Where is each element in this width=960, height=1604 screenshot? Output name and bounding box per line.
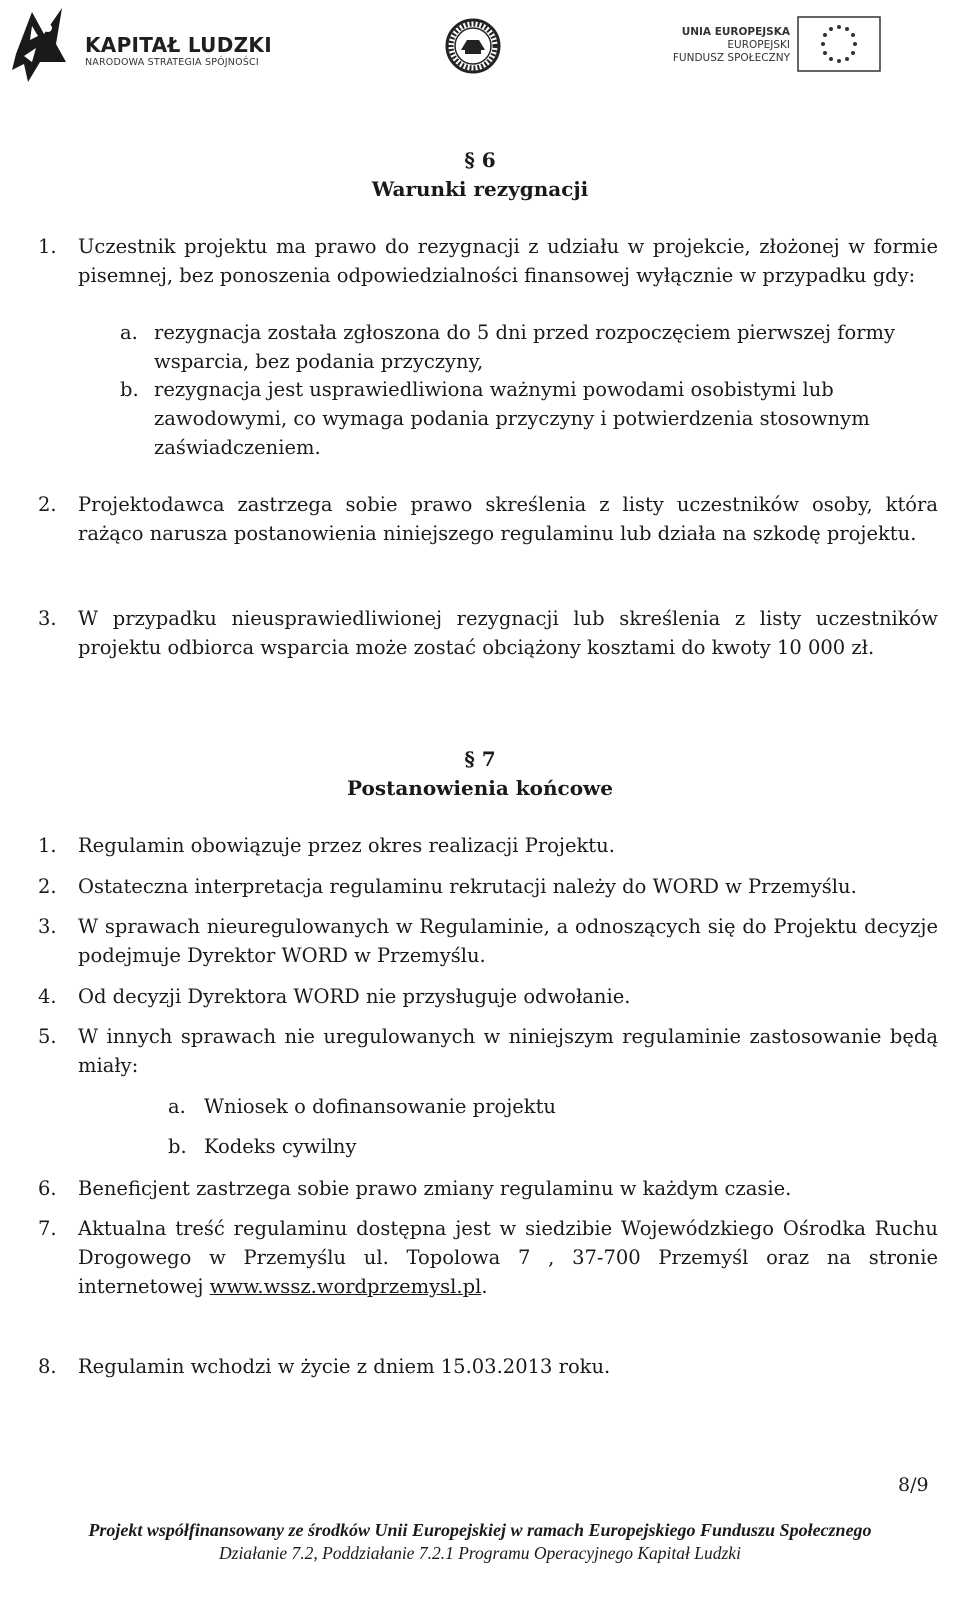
section7-item-2 — [38, 872, 938, 901]
section6-symbol: § 6 — [464, 148, 496, 172]
item-number: 5. — [38, 1025, 57, 1048]
section6-title: Warunki rezygnacji — [371, 177, 589, 201]
section7-subitem-b — [168, 1132, 768, 1161]
subitem-letter: a. — [120, 321, 138, 344]
section7-item-1 — [38, 831, 938, 860]
kapital-ludzki-subtitle: NARODOWA STRATEGIA SPÓJNOŚCI — [85, 57, 259, 68]
eu-line1: UNIA EUROPEJSKA — [681, 26, 790, 38]
item-text: Regulamin wchodzi w życie z dniem 15.03.2013 roku. — [78, 1355, 611, 1378]
item-text-before-link: Aktualna treść regulaminu dostępna jest w siedzibie Wojewódzkiego Ośrodka Ruchu Drogowego w Przemyślu ul. Topolowa 7 , 37-700 Przemyśl oraz na stronie internetowej — [78, 1217, 938, 1298]
eu-flag-icon — [797, 16, 881, 72]
subitem-letter: b. — [120, 378, 139, 401]
item-number: 7. — [38, 1217, 57, 1240]
item-number: 6. — [38, 1177, 57, 1200]
item-text: Ostateczna interpretacja regulaminu rekrutacji należy do WORD w Przemyślu. — [78, 875, 857, 898]
section7-symbol: § 7 — [464, 747, 496, 771]
section6-item-3 — [38, 604, 938, 662]
section6-subitem-a — [120, 318, 940, 376]
item-text: Projektodawca zastrzega sobie prawo skreślenia z listy uczestników osoby, która rażąco narusza postanowienia niniejszego regulaminu lub działa na szkodę projektu. — [78, 493, 938, 545]
section7-item-7 — [38, 1214, 938, 1301]
section7-item-8 — [38, 1352, 938, 1381]
eu-text-block — [640, 26, 790, 65]
item-text-after-link: . — [481, 1275, 488, 1298]
subitem-letter: a. — [168, 1095, 186, 1118]
item-number: 2. — [38, 493, 57, 516]
kapital-ludzki-logo-icon — [10, 4, 70, 86]
item-text: Regulamin obowiązuje przez okres realizacji Projektu. — [78, 834, 615, 857]
section6-item-1 — [38, 232, 938, 290]
page-number: 8/9 — [898, 1474, 929, 1496]
section7-item-6 — [38, 1174, 938, 1203]
subitem-letter: b. — [168, 1135, 187, 1158]
section7-item-5 — [38, 1022, 938, 1080]
word-seal-icon — [445, 18, 501, 74]
item-number: 1. — [38, 834, 57, 857]
section7-item-4 — [38, 982, 938, 1011]
item-text — [78, 1214, 938, 1301]
item-text: Od decyzji Dyrektora WORD nie przysługuje odwołanie. — [78, 985, 631, 1008]
item-text: Beneficjent zastrzega sobie prawo zmiany regulaminu w każdym czasie. — [78, 1177, 792, 1200]
footer-line1: Projekt współfinansowany ze środków Unii Europejskiej w ramach Europejskiego Funduszu Społecznego — [88, 1520, 872, 1540]
item-number: 3. — [38, 915, 57, 938]
item-number: 1. — [38, 235, 57, 258]
page-header — [0, 0, 960, 95]
section7-title: Postanowienia końcowe — [347, 776, 613, 800]
eu-line2: EUROPEJSKI — [727, 39, 790, 51]
subitem-text: rezygnacja została zgłoszona do 5 dni przed rozpoczęciem pierwszej formy wsparcia, bez podania przyczyny, — [154, 321, 896, 373]
page-footer — [0, 1518, 960, 1564]
subitem-text: Kodeks cywilny — [204, 1135, 357, 1158]
section6-subitem-b — [120, 375, 940, 462]
item-text: W sprawach nieuregulowanych w Regulaminie, a odnoszących się do Projektu decyzje podejmuje Dyrektor WORD w Przemyślu. — [78, 915, 938, 967]
website-link[interactable]: www.wssz.wordprzemysl.pl — [209, 1275, 482, 1298]
section6-item-2 — [38, 490, 938, 548]
item-text: Uczestnik projektu ma prawo do rezygnacji z udziału w projekcie, złożonej w formie pisemnej, bez ponoszenia odpowiedzialności finansowej wyłącznie w przypadku gdy: — [78, 235, 938, 287]
kapital-ludzki-title: KAPITAŁ LUDZKI — [85, 33, 272, 57]
subitem-text: Wniosek o dofinansowanie projektu — [204, 1095, 556, 1118]
footer-line2: Działanie 7.2, Poddziałanie 7.2.1 Programu Operacyjnego Kapitał Ludzki — [219, 1543, 741, 1563]
item-text: W innych sprawach nie uregulowanych w niniejszym regulaminie zastosowanie będą miały: — [78, 1025, 938, 1077]
section7-item-3 — [38, 912, 938, 970]
item-number: 2. — [38, 875, 57, 898]
section7-subitem-a — [168, 1092, 768, 1121]
subitem-text: rezygnacja jest usprawiedliwiona ważnymi powodami osobistymi lub zawodowymi, co wymaga podania przyczyny i potwierdzenia stosownym zaświadczeniem. — [154, 378, 870, 459]
item-number: 8. — [38, 1355, 57, 1378]
item-number: 4. — [38, 985, 57, 1008]
item-number: 3. — [38, 607, 57, 630]
eu-line3: FUNDUSZ SPOŁECZNY — [672, 52, 790, 64]
item-text: W przypadku nieusprawiedliwionej rezygnacji lub skreślenia z listy uczestników projektu odbiorca wsparcia może zostać obciążony kosztami do kwoty 10 000 zł. — [78, 607, 938, 659]
